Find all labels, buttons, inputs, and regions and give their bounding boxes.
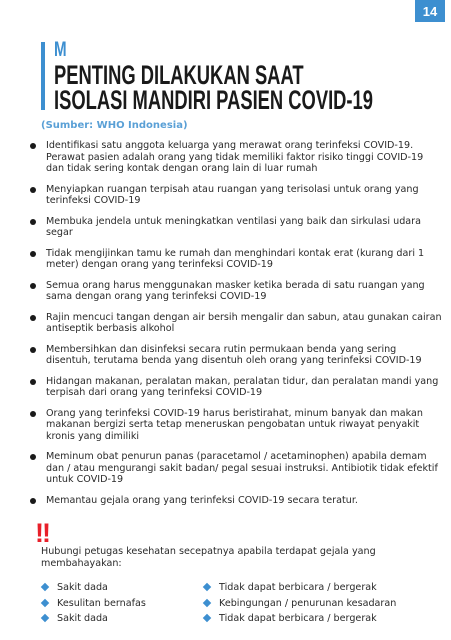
list-item-text: Orang yang terinfeksi COVID-19 harus beristirahat, minum banyak dan makan makanan bergizi serta tetap meneruskan pengobatan untuk riwayat penyakit kronis yang dimiliki: [46, 407, 424, 442]
list-item-text: Meminum obat penurun panas (paracetamol / acetaminophen) apabila demam dan / atau mengurangi sakit badan/ pegal sesuai instruksi. Antibiotik tidak efektif untuk COVID-19: [46, 451, 438, 485]
diamond-bullet-icon: [203, 583, 211, 591]
bullet-icon: [30, 347, 36, 353]
bullet-icon: [30, 251, 36, 257]
symptom-text: Tidak dapat berbicara / bergerak: [219, 613, 377, 624]
symptom-text: Sakit dada: [57, 613, 108, 624]
bullet-icon: [30, 143, 36, 149]
warning-icon: !!: [35, 518, 49, 548]
symptom-item: [203, 596, 396, 612]
section-letter: M: [54, 38, 67, 61]
list-item-text: Semua orang harus menggunakan masker ketika berada di satu ruangan yang sama dengan orang yang terinfeksi COVID-19: [46, 279, 425, 302]
list-item: [30, 248, 442, 271]
bullet-icon: [30, 379, 36, 385]
symptom-item: [41, 611, 146, 627]
list-item: [30, 451, 442, 486]
title-line-1: PENTING DILAKUKAN SAAT: [54, 60, 304, 90]
bullet-icon: [30, 219, 36, 225]
list-item-text: Membuka jendela untuk meningkatkan ventilasi yang baik dan sirkulasi udara segar: [46, 215, 421, 238]
symptom-item: [41, 580, 146, 596]
bullet-icon: [30, 411, 36, 417]
symptom-text: Tidak dapat berbicara / bergerak: [219, 582, 377, 593]
list-item-text: Menyiapkan ruangan terpisah atau ruangan yang terisolasi untuk orang yang terinfeksi COVID-19: [46, 183, 419, 206]
symptom-list-left: [41, 580, 146, 627]
diamond-bullet-icon: [41, 583, 49, 591]
symptom-list-right: [203, 580, 396, 627]
page-title: [54, 60, 373, 115]
list-item: [30, 184, 442, 207]
list-item-text: Hidangan makanan, peralatan makan, peralatan tidur, dan peralatan mandi yang terpisah dari orang yang terinfeksi COVID-19: [46, 375, 439, 398]
list-item: [30, 216, 442, 239]
diamond-bullet-icon: [203, 614, 211, 622]
list-item: [30, 280, 442, 303]
list-item-text: Membersihkan dan disinfeksi secara rutin permukaan benda yang sering disentuh, terutama benda yang disentuh oleh orang yang terinfeksi COVID-19: [46, 343, 422, 366]
list-item: [30, 312, 442, 335]
symptom-text: Sakit dada: [57, 582, 108, 593]
bullet-icon: [30, 187, 36, 193]
bullet-icon: [30, 498, 36, 504]
page-number-badge: 14: [415, 0, 445, 22]
symptom-text: Kebingungan / penurunan kesadaran: [219, 597, 397, 609]
bullet-icon: [30, 315, 36, 321]
symptom-text: Kesulitan bernafas: [57, 597, 146, 609]
list-item-text: Memantau gejala orang yang terinfeksi COVID-19 secara teratur.: [46, 494, 358, 506]
symptom-item: [203, 580, 396, 596]
list-item: [30, 140, 442, 175]
warning-text: Hubungi petugas kesehatan secepatnya apabila terdapat gejala yang membahayakan:: [41, 546, 376, 569]
diamond-bullet-icon: [41, 614, 49, 622]
diamond-bullet-icon: [41, 598, 49, 606]
guideline-list: [30, 140, 442, 515]
title-line-2: ISOLASI MANDIRI PASIEN COVID-19: [54, 85, 373, 115]
list-item: [30, 408, 442, 443]
symptom-item: [203, 611, 396, 627]
list-item-text: Identifikasi satu anggota keluarga yang merawat orang terinfeksi COVID-19. Perawat pasien adalah orang yang tidak memiliki faktor risiko tinggi COVID-19 dan tidak sering kontak dengan orang lain di luar rumah: [46, 140, 424, 174]
symptom-item: [41, 596, 146, 612]
list-item: [30, 495, 442, 507]
list-item: [30, 376, 442, 399]
bullet-icon: [30, 454, 36, 460]
list-item-text: Rajin mencuci tangan dengan air bersih mengalir dan sabun, atau gunakan cairan antiseptik berbasis alkohol: [46, 311, 442, 334]
diamond-bullet-icon: [203, 598, 211, 606]
list-item-text: Tidak mengijinkan tamu ke rumah dan menghindari kontak erat (kurang dari 1 meter) dengan orang yang terinfeksi COVID-19: [46, 247, 425, 270]
title-accent-bar: [41, 42, 45, 110]
source-citation: (Sumber: WHO Indonesia): [41, 120, 188, 131]
list-item: [30, 344, 442, 367]
bullet-icon: [30, 283, 36, 289]
